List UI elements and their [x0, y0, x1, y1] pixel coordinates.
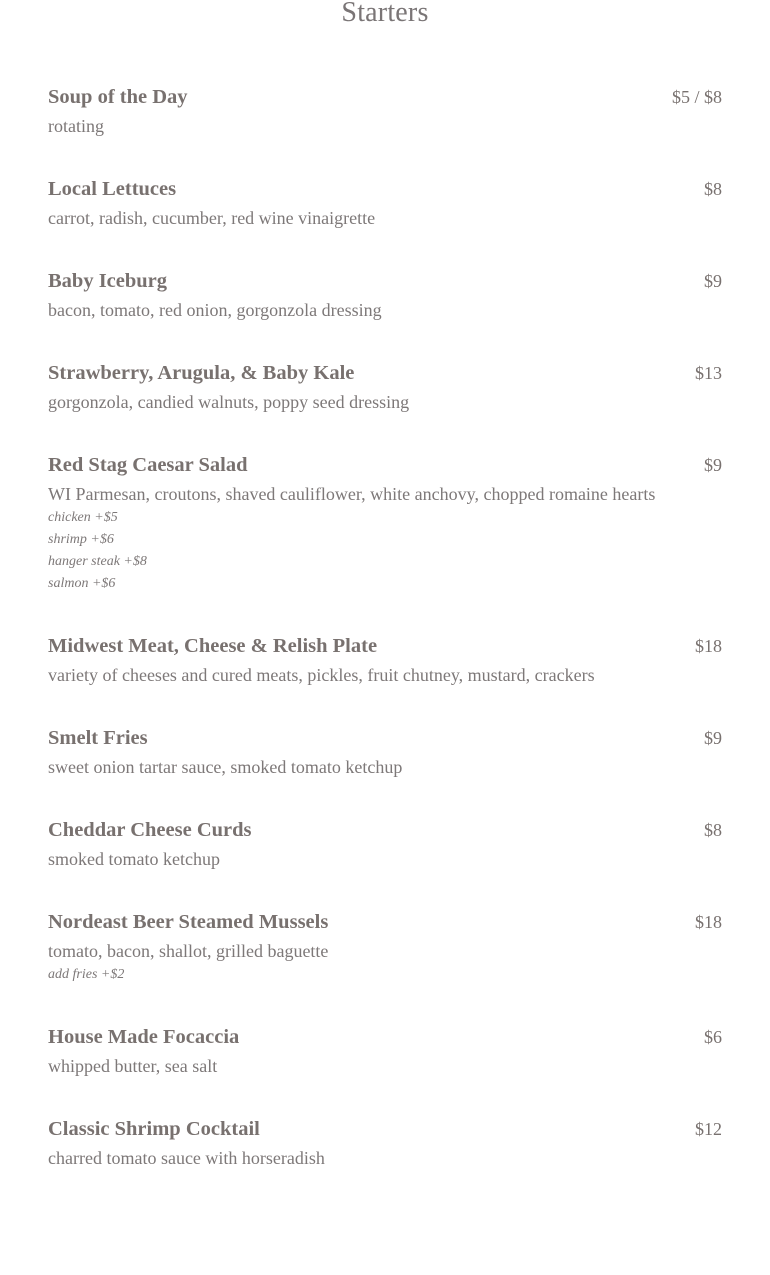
menu-item-description: WI Parmesan, croutons, shaved cauliflower, white anchovy, chopped romaine hearts: [48, 484, 656, 504]
menu-item-name: Red Stag Caesar Salad: [48, 454, 248, 476]
menu-item: [48, 267, 722, 322]
menu-item: [48, 83, 722, 138]
menu-item-name: Baby Iceburg: [48, 270, 168, 292]
menu-item-description: charred tomato sauce with horseradish: [48, 1148, 325, 1168]
menu-item-name: House Made Focaccia: [48, 1026, 240, 1048]
menu-item: [48, 1023, 722, 1078]
menu-item-description: whipped butter, sea salt: [48, 1056, 218, 1076]
menu-item: [48, 451, 722, 595]
menu-item-addon: chicken +$5: [48, 510, 118, 525]
menu-item-addon: add fries +$2: [48, 967, 125, 982]
menu-item-addons: [48, 507, 722, 595]
menu-item-name: Local Lettuces: [48, 178, 177, 200]
menu-item: [48, 816, 722, 871]
menu-item-price: $8: [704, 820, 722, 840]
menu-item-name: Classic Shrimp Cocktail: [48, 1118, 260, 1140]
menu-item: [48, 359, 722, 414]
menu-item-addon: salmon +$6: [48, 576, 116, 591]
menu-item-price: $6: [704, 1027, 722, 1047]
menu-item-name: Nordeast Beer Steamed Mussels: [48, 911, 329, 933]
menu-item: [48, 1115, 722, 1170]
menu-item: [48, 724, 722, 779]
menu-item-name: Midwest Meat, Cheese & Relish Plate: [48, 635, 378, 657]
menu-item-name: Soup of the Day: [48, 86, 188, 108]
menu-item-price: $8: [704, 179, 722, 199]
menu-item-price: $5 / $8: [671, 87, 722, 107]
menu-item-description: bacon, tomato, red onion, gorgonzola dressing: [48, 300, 382, 320]
menu-item-description: tomato, bacon, shallot, grilled baguette: [48, 941, 329, 961]
menu-item-price: $12: [695, 1119, 722, 1139]
menu-item-price: $18: [695, 912, 722, 932]
menu-item-description: gorgonzola, candied walnuts, poppy seed dressing: [48, 392, 410, 412]
menu-item-description: carrot, radish, cucumber, red wine vinaigrette: [48, 208, 376, 228]
menu-item-name: Strawberry, Arugula, & Baby Kale: [48, 362, 355, 384]
menu-item-description: sweet onion tartar sauce, smoked tomato ketchup: [48, 757, 403, 777]
menu-item-name: Smelt Fries: [48, 727, 148, 749]
menu-item-addon: hanger steak +$8: [48, 554, 147, 569]
menu-item-price: $13: [695, 363, 722, 383]
menu-list: [48, 83, 722, 1207]
menu-item-addon: shrimp +$6: [48, 532, 114, 547]
page-title: Starters: [341, 0, 429, 28]
menu-item-price: $9: [704, 728, 722, 748]
menu-item-price: $9: [704, 271, 722, 291]
menu-item-price: $9: [704, 455, 722, 475]
menu-item-addons: [48, 964, 722, 986]
menu-item-description: variety of cheeses and cured meats, pickles, fruit chutney, mustard, crackers: [48, 665, 595, 685]
menu-item: [48, 632, 722, 687]
menu-item-description: rotating: [48, 116, 104, 136]
menu-item-description: smoked tomato ketchup: [48, 849, 220, 869]
menu-item: [48, 175, 722, 230]
menu-item: [48, 908, 722, 986]
menu-item-price: $18: [695, 636, 722, 656]
menu-item-name: Cheddar Cheese Curds: [48, 819, 252, 841]
